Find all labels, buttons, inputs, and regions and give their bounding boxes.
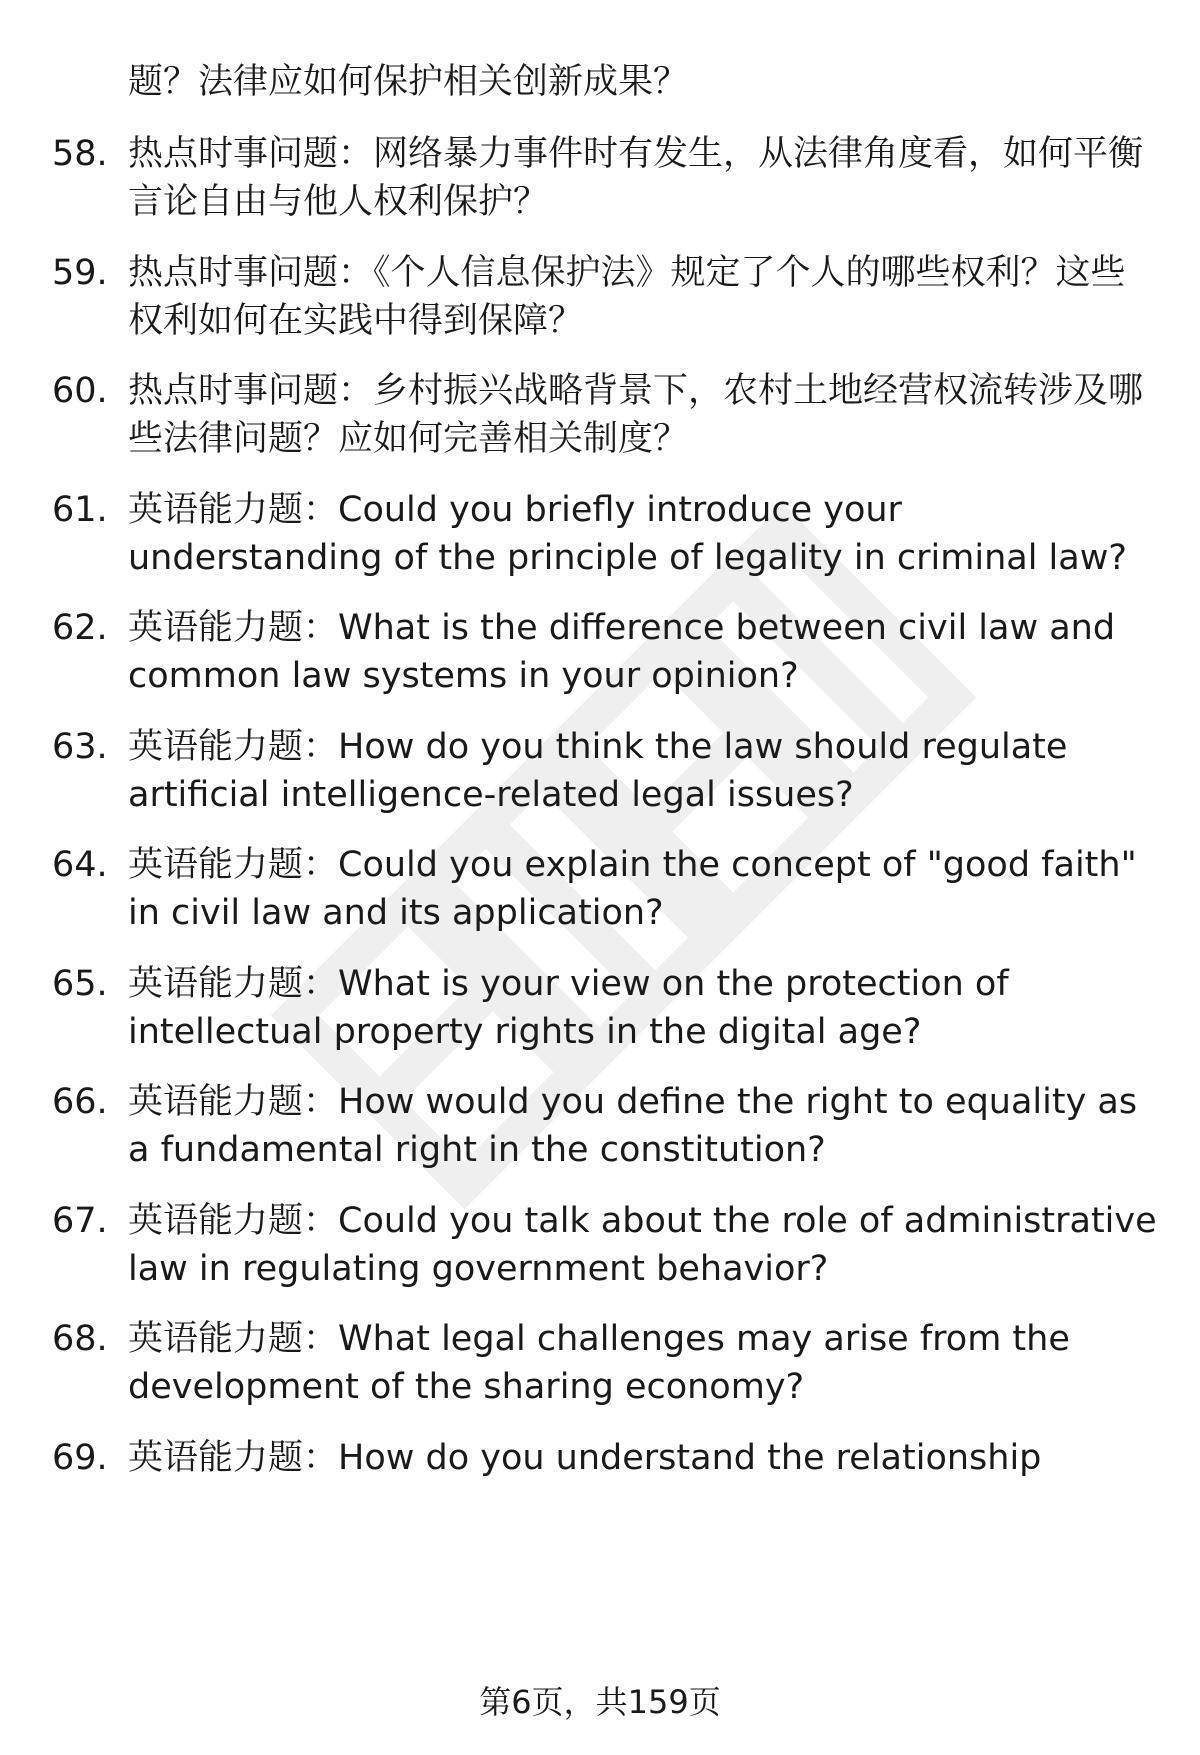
question-number: 62. <box>52 608 108 648</box>
question-text: 英语能力题：What is the difference between civil law and common law systems in your opinion? <box>128 608 1116 696</box>
question-number: 59. <box>52 253 108 293</box>
question-text: 英语能力题：How do you understand the relationship <box>128 1438 1042 1478</box>
question-text: 英语能力题：Could you briefly introduce your understanding of the principle of legality in criminal law? <box>128 490 1127 578</box>
question-number: 65. <box>52 964 108 1004</box>
question-text: 热点时事问题：乡村振兴战略背景下，农村土地经营权流转涉及哪些法律问题？应如何完善相关制度？ <box>128 371 1144 459</box>
question-text: 英语能力题：What legal challenges may arise from the development of the sharing economy? <box>128 1319 1070 1407</box>
question-text: 英语能力题：How would you define the right to equality as a fundamental right in the constitution? <box>128 1082 1138 1170</box>
page-footer: 第6页，共159页 <box>479 1683 721 1721</box>
question-number: 61. <box>52 490 108 530</box>
question-text: 英语能力题：Could you talk about the role of administrative law in regulating government behavior? <box>128 1201 1157 1289</box>
question-text: 英语能力题：Could you explain the concept of "good faith" in civil law and its application? <box>128 845 1137 933</box>
question-text: 英语能力题：What is your view on the protection of intellectual property rights in the digital age? <box>128 964 1009 1052</box>
question-number: 66. <box>52 1082 108 1122</box>
question-text: 热点时事问题：网络暴力事件时有发生，从法律角度看，如何平衡言论自由与他人权利保护？ <box>128 134 1144 222</box>
question-text: 热点时事问题：《个人信息保护法》规定了个人的哪些权利？这些权利如何在实践中得到保障？ <box>128 253 1126 341</box>
continuation-text: 题？法律应如何保护相关创新成果？ <box>128 62 689 102</box>
question-text: 英语能力题：How do you think the law should regulate artificial intelligence-related legal issues? <box>128 727 1068 815</box>
question-number: 67. <box>52 1201 108 1241</box>
question-number: 60. <box>52 371 108 411</box>
question-number: 58. <box>52 134 108 174</box>
question-number: 64. <box>52 845 108 885</box>
question-number: 68. <box>52 1319 108 1359</box>
question-number: 69. <box>52 1438 108 1478</box>
question-number: 63. <box>52 727 108 767</box>
